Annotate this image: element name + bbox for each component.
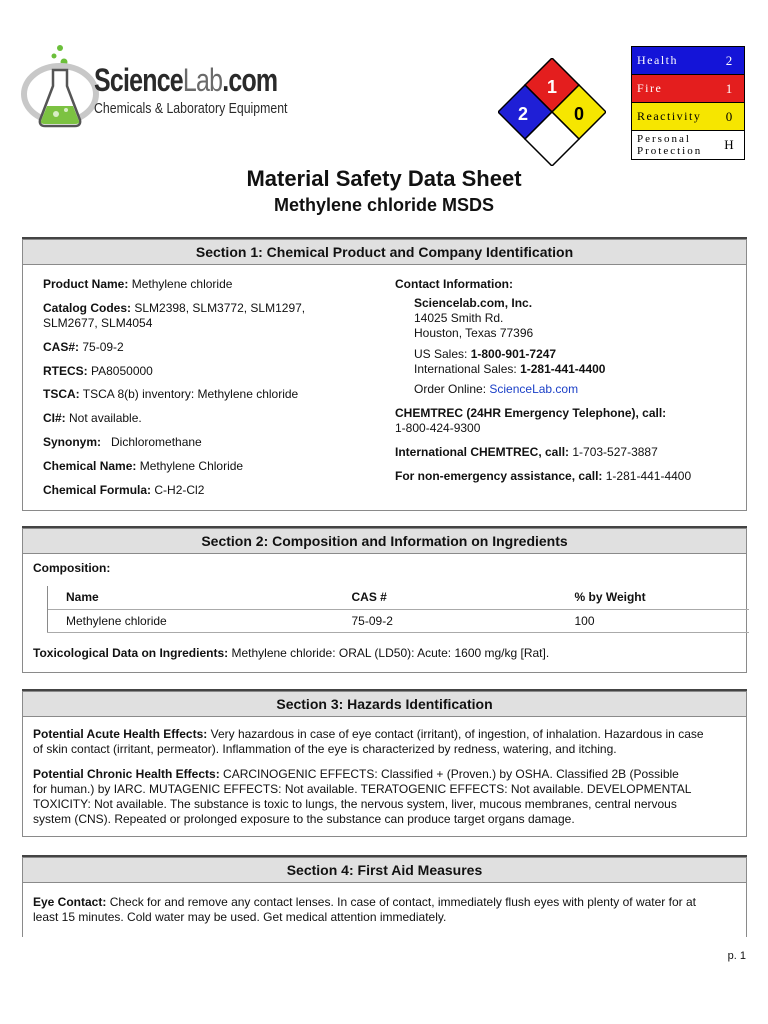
- rtecs-field: RTECS: PA8050000: [43, 364, 153, 378]
- section-4: [22, 857, 747, 937]
- table-header-row: [48, 586, 750, 609]
- hmis-value: 0: [725, 108, 733, 124]
- tox-data: Toxicological Data on Ingredients: Methylene chloride: ORAL (LD50): Acute: 1600 mg/kg [Rat].: [33, 646, 550, 660]
- us-sales: US Sales: 1-800-901-7247: [414, 347, 557, 361]
- product-name-field: Product Name: Methylene chloride: [43, 277, 233, 291]
- col-weight: % by Weight: [574, 590, 646, 605]
- hmis-rating-table: [631, 46, 745, 160]
- address-line-1: 14025 Smith Rd.: [414, 311, 504, 325]
- section-2-title: Section 2: Composition and Information on Ingredients: [23, 529, 746, 554]
- intl-sales: International Sales: 1-281-441-4400: [414, 362, 606, 376]
- hmis-label: Personal Protection: [637, 132, 703, 157]
- nfpa-reactivity-value: 0: [573, 104, 585, 124]
- col-cas: CAS #: [351, 590, 387, 605]
- chemical-formula-field: Chemical Formula: C-H2-Cl2: [43, 483, 205, 497]
- document-title: Material Safety Data Sheet: [246, 166, 522, 191]
- table-row: [48, 609, 750, 632]
- hmis-label: Fire: [637, 81, 663, 95]
- chemtrec-label: CHEMTREC (24HR Emergency Telephone), call:: [395, 406, 667, 420]
- flask-icon: [20, 42, 100, 132]
- section-3: [22, 691, 747, 837]
- page-number: p. 1: [727, 950, 746, 962]
- nfpa-diamond: [498, 58, 606, 166]
- non-emergency: For non-emergency assistance, call: 1-281-441-4400: [395, 469, 692, 483]
- section-3-title: Section 3: Hazards Identification: [23, 692, 746, 717]
- chemical-name-field: Chemical Name: Methylene Chloride: [43, 459, 244, 473]
- document-subtitle: Methylene chloride MSDS: [273, 195, 495, 215]
- eye-contact: Eye Contact: Check for and remove any contact lenses. In case of contact, immediately flush eyes with plenty of water for at least 15 minutes. Cold water may be used. Get medical attention immediately.: [33, 895, 696, 924]
- hmis-value: H: [724, 136, 734, 152]
- nfpa-health-value: 2: [517, 104, 529, 124]
- section-1-title: Section 1: Chemical Product and Company Identification: [23, 240, 746, 265]
- hmis-value: 1: [725, 80, 733, 96]
- cell-weight: 100: [574, 613, 595, 628]
- cas-field: CAS#: 75-09-2: [43, 340, 124, 354]
- contact-heading: Contact Information:: [395, 277, 513, 291]
- hmis-reactivity-row: [632, 103, 744, 131]
- synonym-field: Synonym: Dichloromethane: [43, 435, 202, 449]
- section-1: [22, 239, 747, 511]
- ci-field: CI#: Not available.: [43, 411, 142, 425]
- tsca-field: TSCA: TSCA 8(b) inventory: Methylene chloride: [43, 387, 299, 401]
- cell-cas: 75-09-2: [351, 613, 393, 628]
- order-online: Order Online: ScienceLab.com: [414, 382, 579, 396]
- logo-tagline: Chemicals & Laboratory Equipment: [94, 100, 288, 117]
- hmis-value: 2: [725, 52, 733, 68]
- acute-effects: Potential Acute Health Effects: Very hazardous in case of eye contact (irritant), of ingestion, of inhalation. Hazardous in case of skin contact (irritant, permeator). Inflammation of the eye is characterized by redness, watering, and itching.: [33, 727, 704, 756]
- chemtrec-phone: 1-800-424-9300: [395, 421, 481, 435]
- composition-table: [47, 586, 749, 633]
- hmis-fire-row: [632, 75, 744, 103]
- nfpa-fire-value: 1: [546, 77, 558, 97]
- col-name: Name: [66, 590, 99, 605]
- cell-name: Methylene chloride: [66, 613, 167, 628]
- chronic-effects: Potential Chronic Health Effects: CARCINOGENIC EFFECTS: Classified + (Proven.) by OSHA. Classified 2B (Possible for human.) by IARC. MUTAGENIC EFFECTS: Not available. TERATOGENIC EFFECTS: Not available. DEVELOPMENTAL TOXICITY: Not available. The substance is toxic to lungs, the nervous system, liver, mucous membranes, central nervous system (CNS). Repeated or prolonged exposure to the substance can produce target organs damage.: [33, 767, 692, 826]
- catalog-codes-cont: SLM2677, SLM4054: [43, 316, 153, 330]
- section-4-title: Section 4: First Aid Measures: [23, 858, 746, 883]
- order-online-link[interactable]: ScienceLab.com: [489, 382, 579, 396]
- catalog-codes-field: Catalog Codes: SLM2398, SLM3772, SLM1297,: [43, 301, 306, 315]
- composition-label: Composition:: [33, 561, 111, 575]
- hmis-ppe-row: [632, 131, 744, 158]
- address-line-2: Houston, Texas 77396: [414, 326, 534, 340]
- logo-brand: ScienceLab.com: [94, 62, 278, 98]
- company-name: Sciencelab.com, Inc.: [414, 296, 533, 310]
- hmis-label: Health: [637, 53, 678, 67]
- section-2: [22, 528, 747, 673]
- hmis-label: Reactivity: [637, 109, 702, 123]
- intl-chemtrec: International CHEMTREC, call: 1-703-527-3887: [395, 445, 658, 459]
- hmis-health-row: [632, 47, 744, 75]
- sciencelab-logo: [20, 42, 300, 132]
